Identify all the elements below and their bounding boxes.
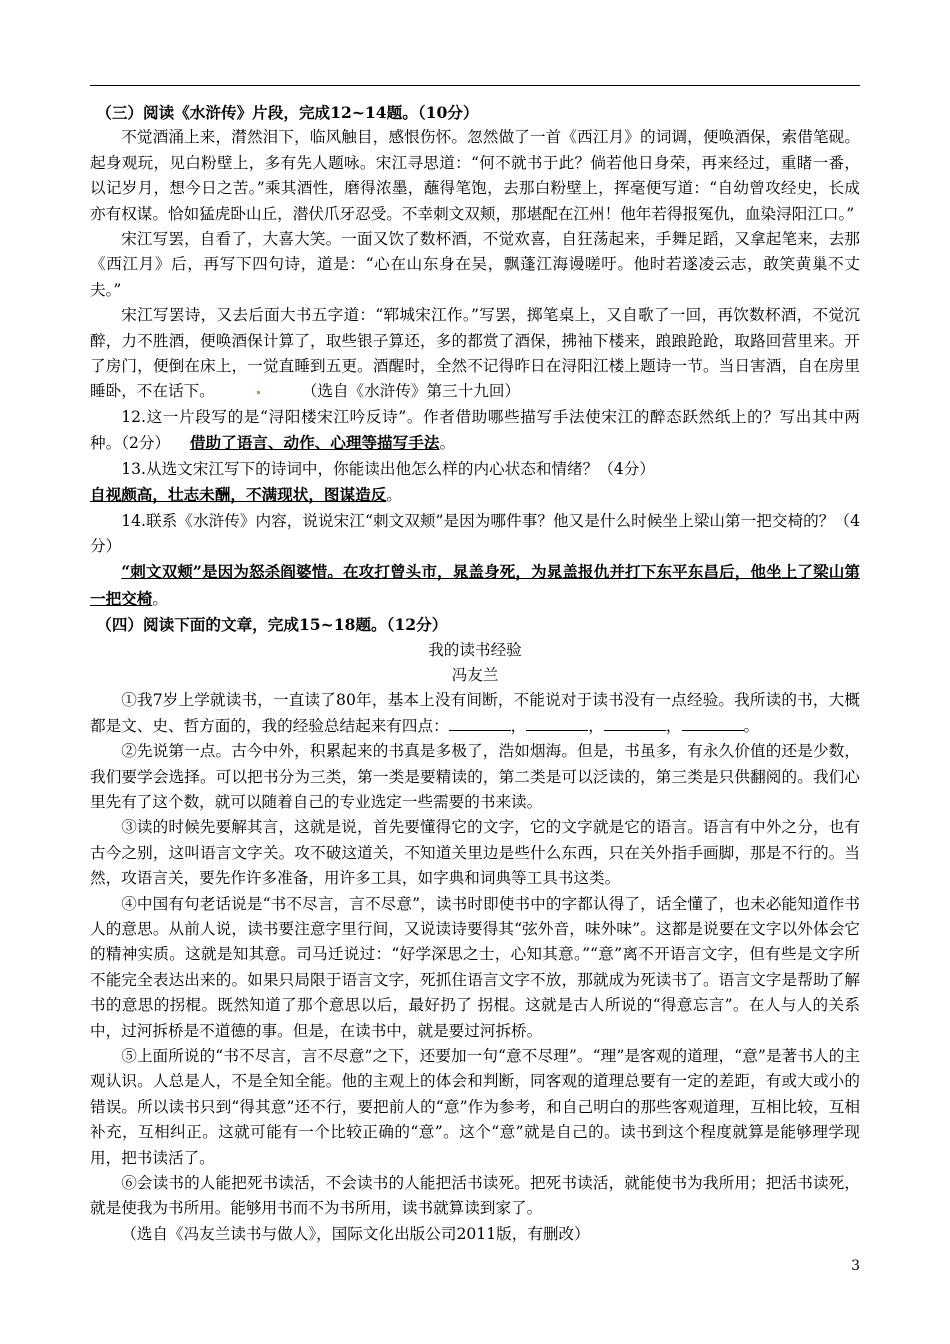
blank-4 <box>682 716 744 731</box>
answer-14-end: 。 <box>152 589 168 608</box>
question-13: 13.从选文宋江写下的诗词中，你能读出他怎么样的内心状态和情绪？（4分） <box>121 459 655 478</box>
answer-13-end: 。 <box>386 486 402 505</box>
article-paragraph-1 <box>90 688 860 739</box>
blank-1 <box>449 716 511 731</box>
answer-12-end: 。 <box>439 434 456 453</box>
section3-source: （选自《水浒传》第三十九回） <box>301 382 521 401</box>
article-title: 我的读书经验 <box>428 640 522 659</box>
dot-mark <box>257 391 260 394</box>
separator: ， <box>588 716 604 735</box>
separator: ， <box>510 716 527 735</box>
section3-paragraph-2: 宋江写罢，自看了，大喜大笑。一面又饮了数杯酒，不觉欢喜，自狂荡起来，手舞足蹈，又拿起笔来，去那《西江月》后，再写下四句诗，道是：“心在山东身在吴，飘蓬江海谩嗟吁。他时若遂凌云志，敢笑黄巢不丈夫。” <box>90 230 860 299</box>
question-12 <box>90 405 860 457</box>
blank-2 <box>526 716 588 731</box>
blank-3 <box>604 716 666 731</box>
section3-heading: （三）阅读《水浒传》片段，完成12~14题。（10分） <box>96 103 479 122</box>
section3-paragraph-1: 不觉酒涌上来，潸然泪下，临风触目，感恨伤怀。忽然做了一首《西江月》的词调，便唤酒保，索借笔砚。起身观玩，见白粉壁上，多有先人题咏。宋江寻思道：“何不就书于此？倘若他日身荣，再来经过，重睹一番，以记岁月，想今日之苦。”乘其酒性，磨得浓墨，蘸得笔饱，去那白粉壁上，挥毫便写道：“自幼曾攻经史，长成亦有权谋。恰如猛虎卧山丘，潜伏爪牙忍受。不幸刺文双颊，那堪配在江州！他年若得报冤仇，血染浔阳江口。” <box>90 128 860 223</box>
page-number: 3 <box>851 1258 860 1274</box>
answer-12: 借助了语言、动作、心理等描写手法 <box>189 433 440 453</box>
section4-heading: （四）阅读下面的文章，完成15~18题。（12分） <box>96 615 448 635</box>
header-rule <box>90 85 860 86</box>
question-14: 14.联系《水浒传》内容，说说宋江“刺文双颊”是因为哪件事？他又是什么时候坐上梁山第一把交椅的？（4分） <box>90 511 860 555</box>
article-paragraph-2: ②先说第一点。古今中外，积累起来的书真是多极了，浩如烟海。但是，书虽多，有永久价值的还是少数，我们要学会选择。可以把书分为三类，第一类是要精读的，第二类是可以泛读的，第三类是只供翻阅的。我们心里先有了这个数，就可以随着自己的专业选定一些需要的书来读。 <box>90 742 860 811</box>
question-12-text: 12.这一片段写的是“浔阳楼宋江吟反诗”。作者借助哪些描写手法使宋江的醉态跃然纸上的？写出其中两种。（2分） <box>90 407 860 453</box>
article-paragraph-4: ④中国有句老话说是“书不尽言，言不尽意”，读书时即使书中的字都认得了，话全懂了，也未必能知道作书人的意思。从前人说，读书要注意字里行间，又说读诗要得其“弦外音，味外味”。这都是说要在文字以外体会它的精神实质。这就是知其意。司马迁说过：“好学深思之士，心知其意。”“意”离不开语言文字，但有些是文字所不能完全表达出来的。如果只局限于语言文字，死抓住语言文字不放，那就成为死读书了。语言文字是帮助了解书的意思的拐棍。既然知道了那个意思以后，最好扔了 拐棍。这就是古人所说的“得意忘言”。在人与人的关系中，过河拆桥是不道德的事。但是，在读书中，就是要过河拆桥。 <box>90 894 860 1040</box>
article-paragraph-5: ⑤上面所说的“书不尽言，言不尽意”之下，还要加一句“意不尽理”。“理”是客观的道理，“意”是著书人的主观认识。人总是人，不是全知全能。他的主观上的体会和判断，同客观的道理总要有一定的差距，有或大或小的错误。所以读书只到“得其意”还不行，要把前人的“意”作为参考，和自己明白的那些客观道理，互相比较，互相补充，互相纠正。这就可能有一个比较正确的“意”。这个“意”就是自己的。读书到这个程度就算是能够理学现用，把书读活了。 <box>90 1047 860 1167</box>
answer-14-line <box>90 559 860 612</box>
separator: ， <box>665 716 682 735</box>
article-paragraph-3: ③读的时候先要解其言，这就是说，首先要懂得它的文字，它的文字就是它的语言。语言有中外之分，也有古今之别，这叫语言文字关。攻不破这道关，不知道关里边是些什么东西，只在关外指手画脚，那是不行的。当然，攻语言关，要先作许多准备，用许多工具，如字典和词典等工具书这类。 <box>90 818 860 888</box>
answer-13: 自视颇高，壮志未酬，不满现状，图谋造反 <box>90 485 387 505</box>
article-source: （选自《冯友兰读书与做人》，国际文化出版公司2011版，有删改） <box>121 1224 590 1243</box>
article-paragraph-1-text: ①我7岁上学就读书，一直读了80年，基本上没有间断，不能说对于读书没有一点经验。我所读的书，大概都是文、史、哲方面的，我的经验总结起来有四点： <box>90 691 860 735</box>
page-content <box>90 100 860 1247</box>
section3-paragraph-3 <box>90 303 860 405</box>
section3-paragraph-3-text: 宋江写罢诗，又去后面大书五字道：“郓城宋江作。”写罢，掷笔桌上，又自歌了一回，再饮数杯酒，不觉沉醉，力不胜酒，便唤酒保计算了，取些银子算还，多的都赏了酒保，拂袖下楼来，踉踉跄跄，取路回营里来。开了房门，便倒在床上，一觉直睡到五更。酒醒时，全然不记得昨日在浔阳江楼上题诗一节。当日害酒，自在房里睡卧，不在话下。 <box>90 306 860 401</box>
article-paragraph-6: ⑥会读书的人能把死书读活，不会读书的人能把活书读死。把死书读活，就能使书为我所用；把活书读死，就是使我为书所用。能够用书而不为书所用，读书就算读到家了。 <box>90 1174 860 1218</box>
terminator: 。 <box>743 716 760 735</box>
answer-14: “刺文双颊”是因为怒杀阎婆惜。在攻打曾头市，晁盖身死，为晁盖报仇并打下东平东昌后，他坐上了梁山第一把交椅 <box>90 562 860 608</box>
article-author: 冯友兰 <box>451 665 499 684</box>
answer-13-line <box>90 482 860 508</box>
